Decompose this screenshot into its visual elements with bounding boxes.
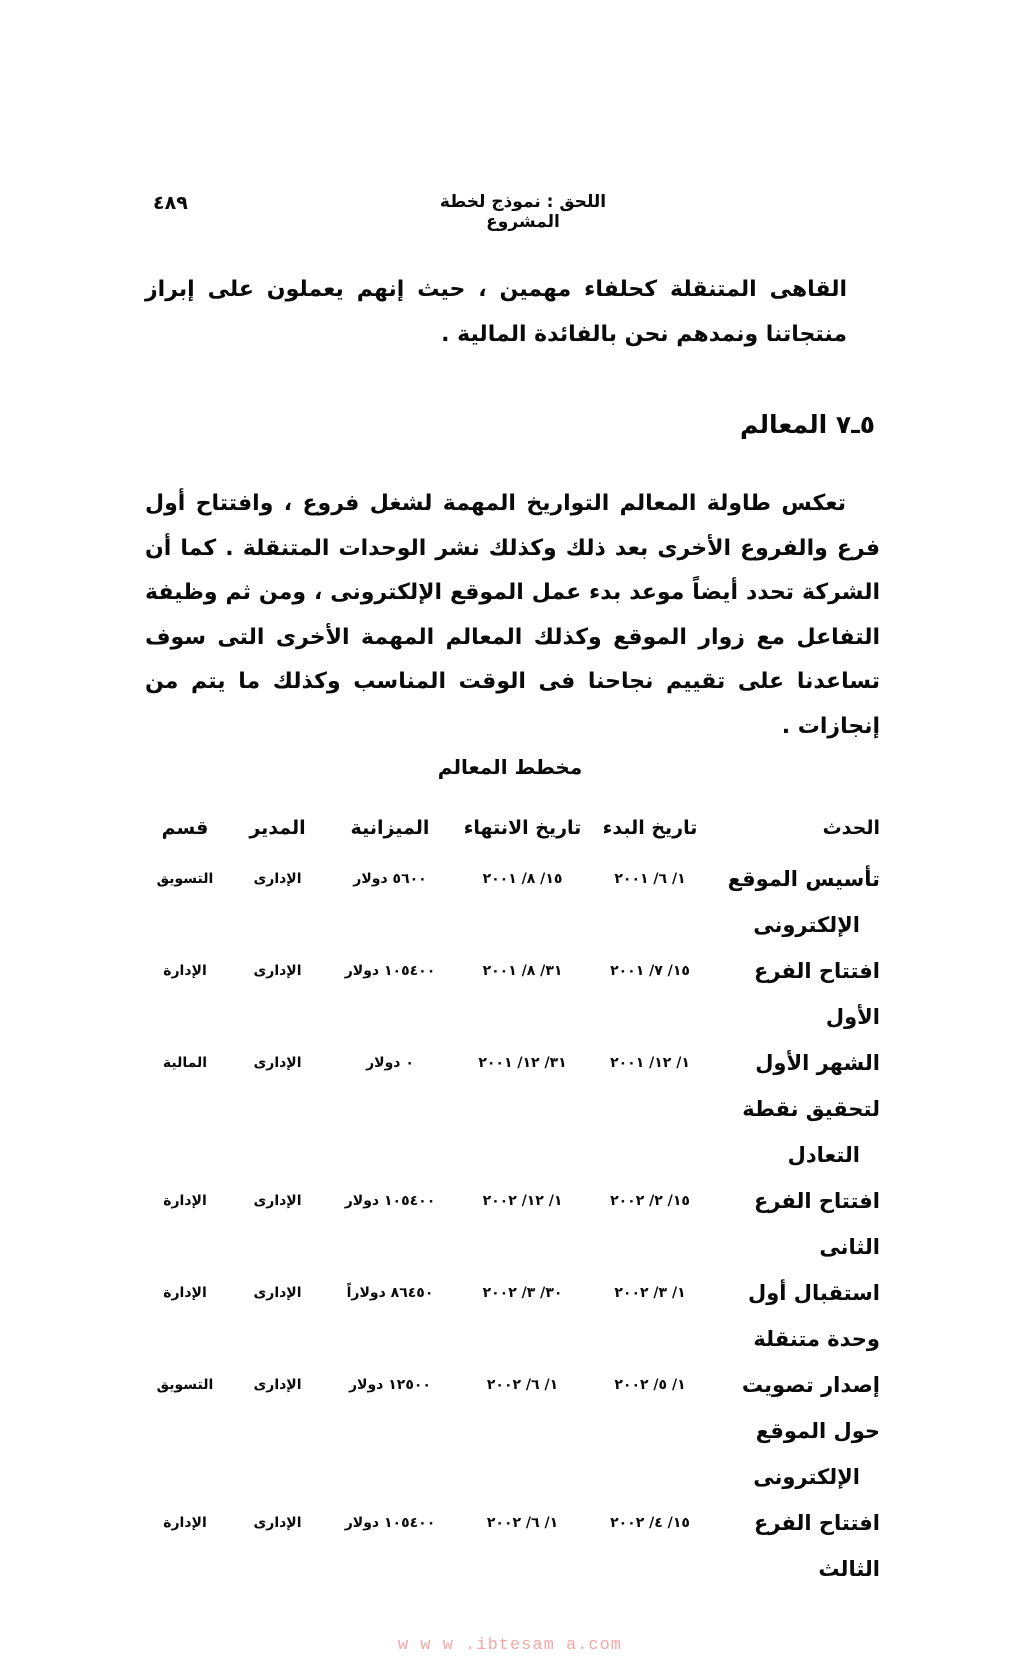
start-date-cell: ١/ ٥/ ٢٠٠٢ [614,1377,686,1393]
event-line: حول الموقع [755,1419,880,1443]
department-cell: الإدارة [163,1193,207,1209]
manager-cell: الإدارى [253,1515,302,1531]
table-header-row [140,810,880,846]
header-end-date: تاريخ الانتهاء [463,817,582,839]
event-line: وحدة متنقلة [753,1327,880,1351]
department-cell: التسويق [156,1377,214,1393]
event-cell [710,1178,880,1270]
end-date-cell: ٣١/ ١٢/ ٢٠٠١ [478,1055,567,1071]
section-paragraph: تعكس طاولة المعالم التواريخ المهمة لشغل فروع ، وافتتاح أول فرع والفروع الأخرى بعد ذلك وكذلك نشر الوحدات المتنقلة . كما أن الشركة تحدد أيضاً موعد بدء عمل الموقع الإلكترونى ، ومن ثم وظيفة التفاعل مع زوار الموقع وكذلك المعالم المهمة الأخرى التى سوف تساعدنا على تقييم نجاحنا فى الوقت المناسب وكذلك ما يتم من إنجازات . [145,491,880,739]
end-date-cell: ٣١/ ٨/ ٢٠٠١ [482,963,563,979]
event-cell [710,1040,880,1178]
page-number: ٤٨٩ [153,192,188,214]
running-title: اللحق : نموذج لخطة المشروع [439,192,607,232]
department-cell: الإدارة [163,963,207,979]
event-line: الشهر الأول [755,1051,880,1075]
manager-cell: الإدارى [253,871,302,887]
header-manager: المدير [249,817,306,839]
start-date-cell: ١٥/ ٢/ ٢٠٠٢ [610,1193,690,1209]
event-line: إصدار تصويت [741,1373,880,1397]
table-row [140,1040,880,1178]
start-date-cell: ١/ ٣/ ٢٠٠٢ [614,1285,686,1301]
table-row [140,1270,880,1362]
event-line: الإلكترونى [753,913,860,937]
budget-cell: ٠ دولار [366,1055,414,1071]
start-date-cell: ١/ ١٢/ ٢٠٠١ [610,1055,690,1071]
budget-cell: ٨٦٤٥٠ دولاراً [346,1285,434,1301]
event-cell [710,1270,880,1362]
event-line: لتحقيق نقطة [742,1097,880,1121]
department-cell: المالية [162,1055,208,1071]
end-date-cell: ١٥/ ٨/ ٢٠٠١ [482,871,563,887]
manager-cell: الإدارى [253,1193,302,1209]
department-cell: الإدارة [163,1515,207,1531]
event-cell [710,1500,880,1592]
manager-cell: الإدارى [253,1055,302,1071]
start-date-cell: ١/ ٦/ ٢٠٠١ [614,871,686,887]
header-budget: الميزانية [350,817,430,839]
budget-cell: ١٢٥٠٠ دولار [349,1377,431,1393]
intro-paragraph: القاهى المتنقلة كحلفاء مهمين ، حيث إنهم يعملون على إبراز منتجاتنا ونمدهم نحن بالفائدة المالية . [145,277,847,347]
event-line: افتتاح الفرع الثانى [753,1189,880,1259]
end-date-cell: ١/ ١٢/ ٢٠٠٢ [482,1193,563,1209]
running-header [145,190,865,232]
header-department: قسم [161,817,209,839]
manager-cell: الإدارى [253,1377,302,1393]
table-title: مخطط المعالم [437,755,583,779]
header-event: الحدث [822,817,880,839]
budget-cell: ١٠٥٤٠٠ دولار [344,1193,436,1209]
table-row [140,856,880,948]
department-cell: التسويق [156,871,214,887]
table-row [140,1362,880,1500]
event-line: تأسيس الموقع [727,867,880,891]
table-row [140,948,880,1040]
budget-cell: ١٠٥٤٠٠ دولار [344,963,436,979]
start-date-cell: ١٥/ ٧/ ٢٠٠١ [610,963,690,979]
table-row [140,1178,880,1270]
end-date-cell: ٣٠/ ٣/ ٢٠٠٢ [482,1285,563,1301]
section-heading: ٥ـ٧ المعالم [740,410,875,439]
event-line: استقبال أول [748,1281,880,1305]
event-line: التعادل [787,1143,860,1167]
table-row [140,1500,880,1592]
budget-cell: ٥٦٠٠ دولار [353,871,427,887]
department-cell: الإدارة [163,1285,207,1301]
budget-cell: ١٠٥٤٠٠ دولار [344,1515,436,1531]
header-start-date: تاريخ البدء [602,817,698,839]
watermark-url: w w w .ibtesam a.com [397,1636,623,1655]
manager-cell: الإدارى [253,1285,302,1301]
event-cell [710,856,880,948]
event-cell [710,948,880,1040]
event-cell [710,1362,880,1500]
end-date-cell: ١/ ٦/ ٢٠٠٢ [486,1377,559,1393]
event-line: افتتاح الفرع الثالث [753,1511,880,1581]
end-date-cell: ١/ ٦/ ٢٠٠٢ [486,1515,559,1531]
milestones-table [140,810,880,1592]
event-line: الإلكترونى [753,1465,860,1489]
manager-cell: الإدارى [253,963,302,979]
start-date-cell: ١٥/ ٤/ ٢٠٠٢ [610,1515,690,1531]
event-line: افتتاح الفرع الأول [753,959,880,1029]
